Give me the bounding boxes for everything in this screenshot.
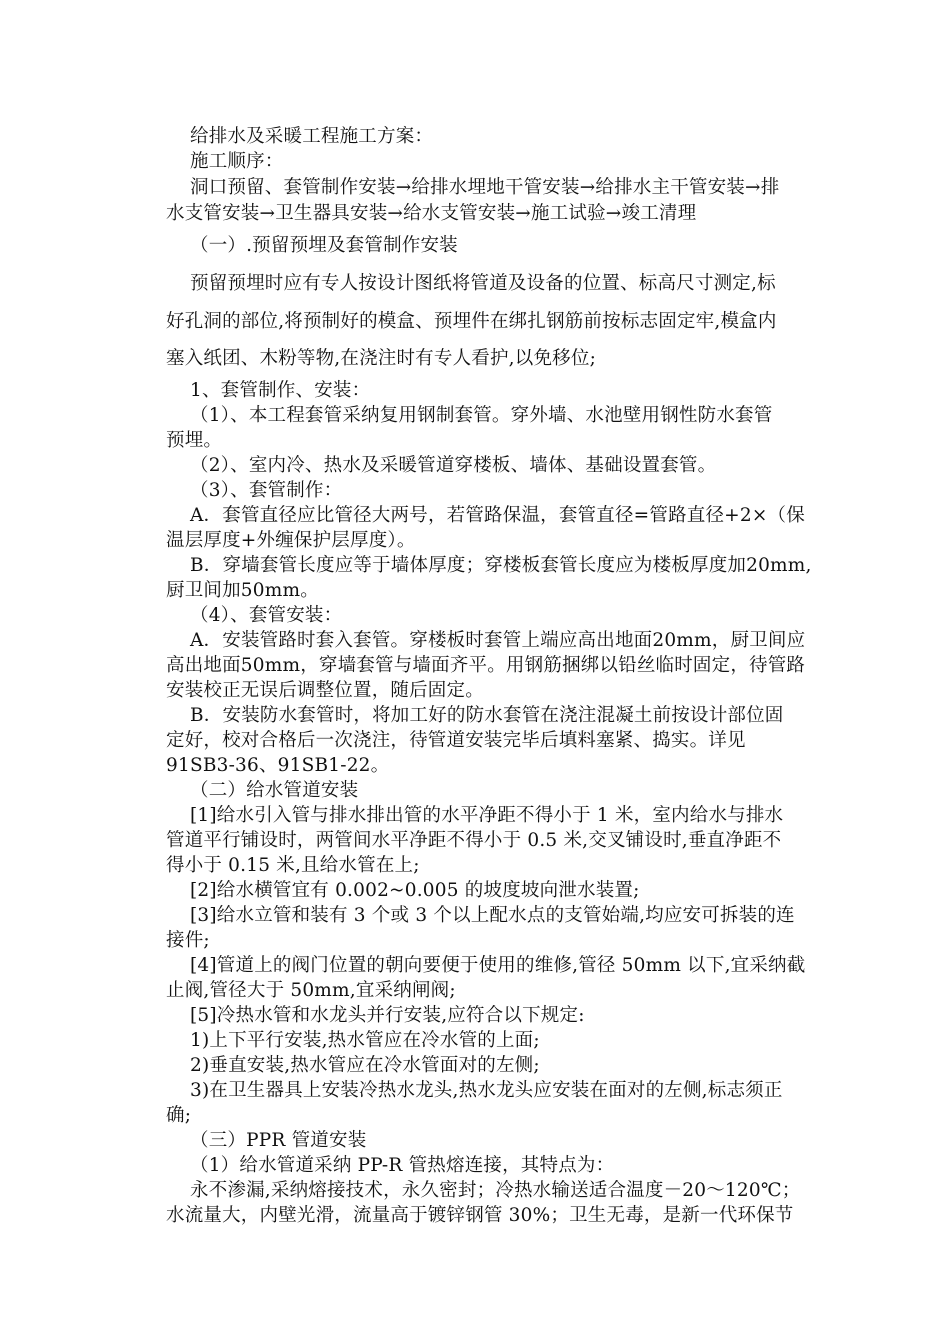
doc-line: 施工顺序： [190, 151, 284, 172]
doc-line: 91SB3-36、91SB1-22。 [166, 755, 390, 776]
doc-line: [5]冷热水管和水龙头并行安装,应符合以下规定: [190, 1005, 585, 1026]
doc-line: A．套管直径应比管径大两号，若管路保温，套管直径=管路直径+2×（保 [190, 505, 805, 526]
doc-line: [2]给水横管宜有 0.002~0.005 的坡度坡向泄水装置; [190, 880, 640, 901]
section-heading: （二）给水管道安装 [190, 780, 359, 801]
doc-line: 塞入纸团、木粉等物,在浇注时有专人看护,以免移位; [166, 348, 596, 369]
doc-line: [3]给水立管和装有 3 个或 3 个以上配水点的支管始端,均应安可拆装的连 [190, 905, 795, 926]
doc-line: 得小于 0.15 米,且给水管在上; [166, 855, 420, 876]
doc-line: 好孔洞的部位,将预制好的模盒、预埋件在绑扎钢筋前按标志固定牢,模盒内 [166, 311, 777, 332]
doc-line: B．安装防水套管时，将加工好的防水套管在浇注混凝土前按设计部位固 [190, 705, 784, 726]
doc-line: [4]管道上的阀门位置的朝向要便于使用的维修,管径 50mm 以下,宜采纳截 [190, 955, 806, 976]
doc-line: （4）、套管安装： [190, 605, 343, 626]
doc-line: 温层厚度+外缠保护层厚度）。 [166, 530, 416, 551]
doc-line: 安装校正无误后调整位置，随后固定。 [166, 680, 484, 701]
doc-line: 止阀,管径大于 50mm,宜采纳闸阀; [166, 980, 456, 1001]
doc-line: 厨卫间加50mm。 [166, 580, 319, 601]
doc-line: 1、套管制作、安装： [190, 380, 371, 401]
doc-line: （1）给水管道采纳 PP-R 管热熔连接，其特点为： [190, 1155, 615, 1176]
doc-line: （2）、室内冷、热水及采暖管道穿楼板、墙体、基础设置套管。 [190, 455, 717, 476]
doc-line: 预留预埋时应有专人按设计图纸将管道及设备的位置、标高尺寸测定,标 [190, 273, 776, 294]
doc-title: 给排水及采暖工程施工方案： [190, 126, 434, 147]
section-heading: （一）.预留预埋及套管制作安装 [190, 235, 458, 256]
doc-line: 水流量大，内壁光滑，流量高于镀锌钢管 30%；卫生无毒，是新一代环保节 [166, 1205, 794, 1226]
doc-line: 定好，校对合格后一次浇注，待管道安装完毕后填料塞紧、捣实。详见 [166, 730, 746, 751]
doc-line: 水支管安装→卫生器具安装→给水支管安装→施工试验→竣工清理 [166, 203, 697, 224]
doc-line: 洞口预留、套管制作安装→给排水埋地干管安装→给排水主干管安装→排 [190, 177, 780, 198]
doc-line: （1）、本工程套管采纳复用钢制套管。穿外墙、水池壁用钢性防水套管 [190, 405, 773, 426]
doc-line: （3）、套管制作： [190, 480, 343, 501]
doc-line: 3)在卫生器具上安装冷热水龙头,热水龙头应安装在面对的左侧,标志须正 [190, 1080, 783, 1101]
doc-line: 1)上下平行安装,热水管应在冷水管的上面; [190, 1030, 540, 1051]
doc-line: 管道平行铺设时，两管间水平净距不得小于 0.5 米,交叉铺设时,垂直净距不 [166, 830, 782, 851]
doc-line: 确; [166, 1105, 192, 1126]
doc-line: B．穿墙套管长度应等于墙体厚度；穿楼板套管长度应为楼板厚度加20mm, [190, 555, 812, 576]
doc-line: 高出地面50mm，穿墙套管与墙面齐平。用钢筋捆绑以铅丝临时固定，待管路 [166, 655, 806, 676]
section-heading: （三）PPR 管道安装 [190, 1130, 367, 1151]
doc-line: 2)垂直安装,热水管应在冷水管面对的左侧; [190, 1055, 540, 1076]
doc-line: 预埋。 [166, 430, 223, 451]
doc-line: 永不渗漏,采纳熔接技术，永久密封；冷热水输送适合温度－20～120℃； [190, 1180, 801, 1201]
doc-line: [1]给水引入管与排水排出管的水平净距不得小于 1 米，室内给水与排水 [190, 805, 784, 826]
doc-line: A．安装管路时套入套管。穿楼板时套管上端应高出地面20mm，厨卫间应 [190, 630, 806, 651]
doc-line: 接件; [166, 930, 210, 951]
